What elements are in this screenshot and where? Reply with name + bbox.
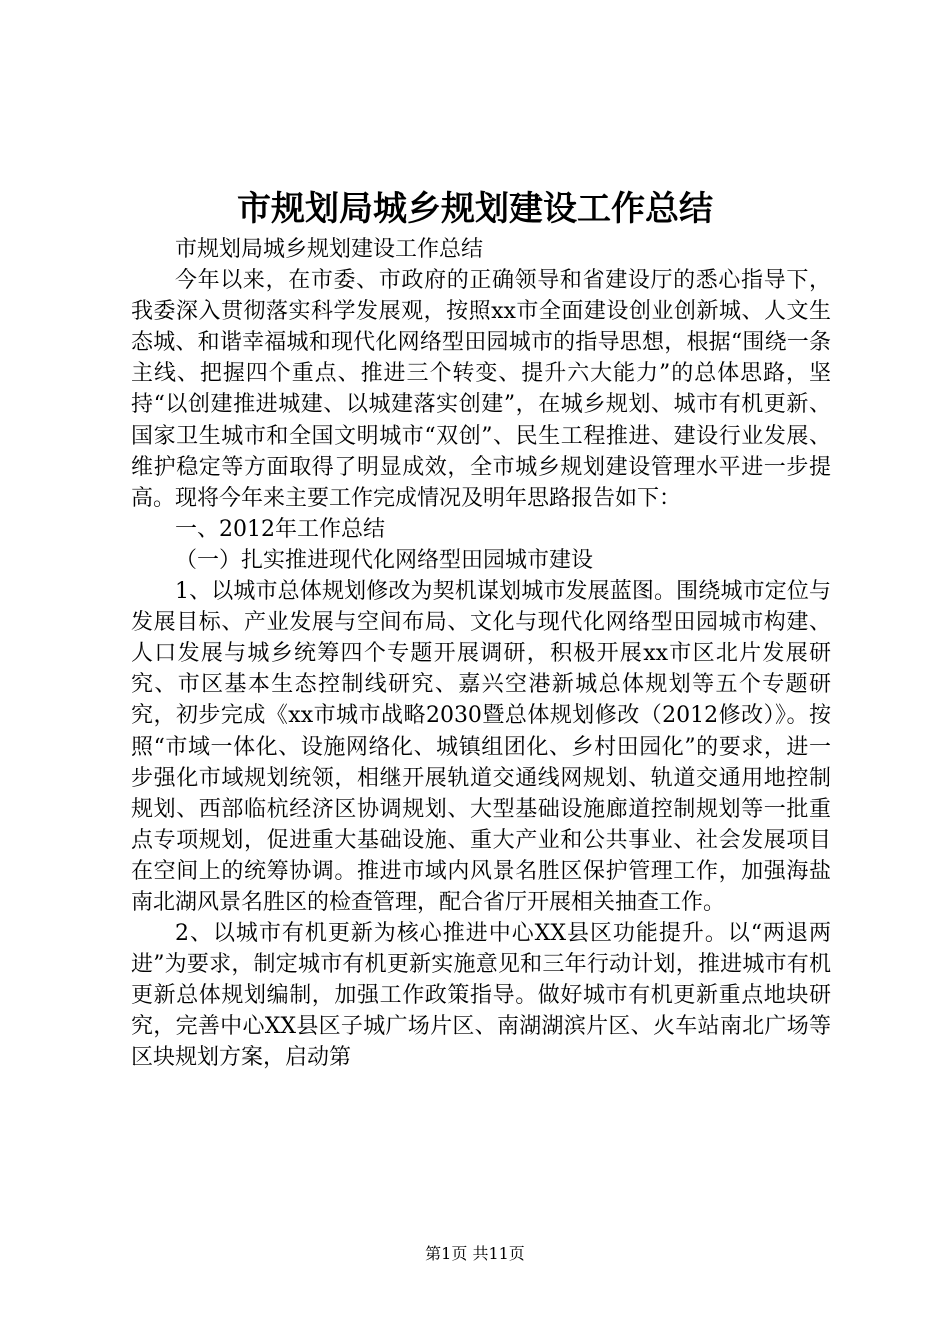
body-paragraph-intro: 今年以来，在市委、市政府的正确领导和省建设厅的悉心指导下，我委深入贯彻落实科学发展观，按照xx市全面建设创业创新城、人文生态城、和谐幸福城和现代化网络型田园城市的指导思想，根据“围绕一条主线、把握四个重点、推进三个转变、提升六大能力”的总体思路，坚持“以创建推进城建、以城建落实创建”，在城乡规划、城市有机更新、国家卫生城市和全国文明城市“双创”、民生工程推进、建设行业发展、维护稳定等方面取得了明显成效，全市城乡规划建设管理水平进一步提高。现将今年来主要工作完成情况及明年思路报告如下： [131, 268, 831, 511]
subsection-heading: （一）扎实推进现代化网络型田园城市建设 [175, 547, 594, 573]
section-heading: 一、2012年工作总结 [175, 516, 385, 542]
body-paragraph-item-2: 2、以城市有机更新为核心推进中心XX县区功能提升。以“两退两进”为要求，制定城市有机更新实施意见和三年行动计划，推进城市有机更新总体规划编制，加强工作政策指导。做好城市有机更新重点地块研究，完善中心XX县区子城广场片区、南湖湖滨片区、火车站南北广场等区块规划方案，启动第 [131, 921, 831, 1071]
body-paragraph-item-1: 1、以城市总体规划修改为契机谋划城市发展蓝图。围绕城市定位与发展目标、产业发展与空间布局、文化与现代化网络型田园城市构建、人口发展与城乡统筹四个专题开展调研，积极开展xx市区北片发展研究、市区基本生态控制线研究、嘉兴空港新城总体规划等五个专题研究，初步完成《xx市城市战略2030暨总体规划修改（2012修改）》。按照“市域一体化、设施网络化、城镇组团化、乡村田园化”的要求，进一步强化市域规划统领，相继开展轨道交通线网规划、轨道交通用地控制规划、西部临杭经济区协调规划、大型基础设施廊道控制规划等一批重点专项规划，促进重大基础设施、重大产业和公共事业、社会发展项目在空间上的统筹协调。推进市域内风景名胜区保护管理工作，加强海盐南北湖风景名胜区的检查管理，配合省厅开展相关抽查工作。 [131, 579, 831, 915]
page-number-footer: 第1页 共11页 [425, 1244, 525, 1263]
document-body [131, 234, 831, 1074]
body-paragraph-subtitle: 市规划局城乡规划建设工作总结 [175, 237, 484, 262]
document-title: 市规划局城乡规划建设工作总结 [237, 189, 713, 229]
